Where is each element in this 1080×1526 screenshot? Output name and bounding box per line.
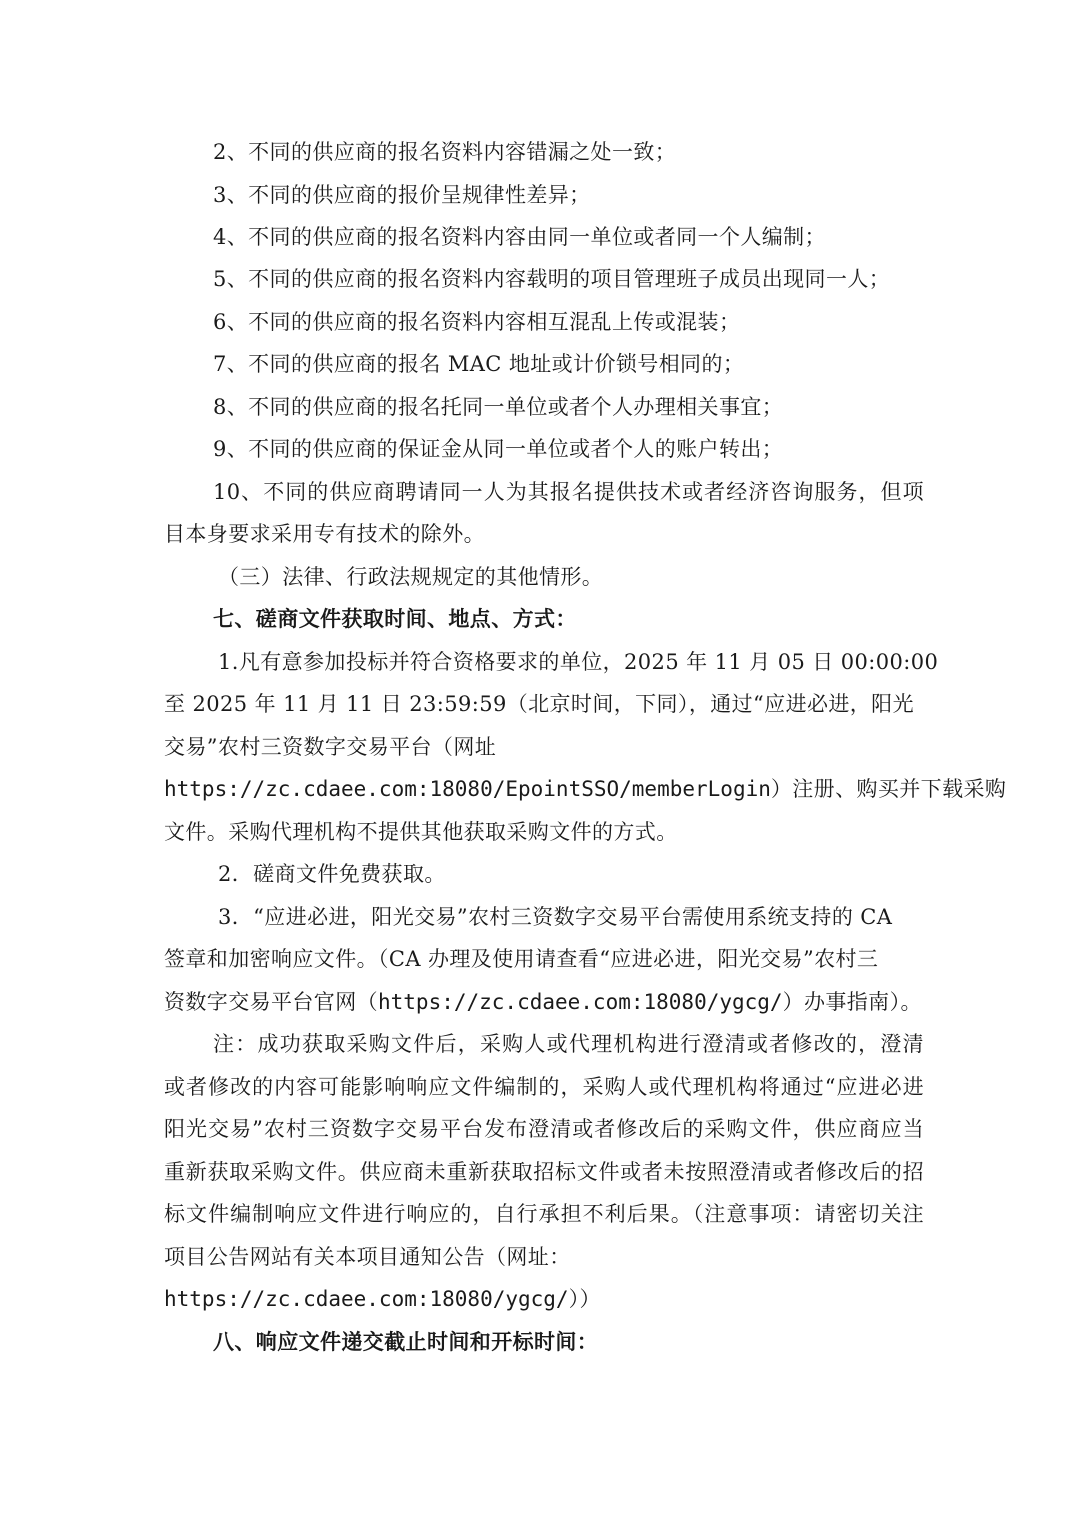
note-line1: 注：成功获取采购文件后，采购人或代理机构进行澄清或者修改的，澄清 <box>213 1032 924 1056</box>
paragraph-1-line1: 1.凡有意参加投标并符合资格要求的单位，2025 年 11 月 05 日 00:00:00 <box>218 650 939 674</box>
list-item-7: 7、不同的供应商的报名 MAC 地址或计价锁号相同的； <box>213 352 745 376</box>
section-7-heading: 七、磋商文件获取时间、地点、方式： <box>213 606 577 631</box>
member-login-url[interactable]: https://zc.cdaee.com:18080/EpointSSO/memberLogin <box>164 777 771 801</box>
list-item-9: 9、不同的供应商的保证金从同一单位或者个人的账户转出； <box>213 437 784 461</box>
list-item-5: 5、不同的供应商的报名资料内容载明的项目管理班子成员出现同一人； <box>213 267 891 291</box>
paragraph-3-line3-tail: ）办事指南）。 <box>782 990 922 1014</box>
paragraph-1-line2: 至 2025 年 11 月 11 日 23:59:59（北京时间，下同），通过“应进必进，阳光 <box>164 692 914 716</box>
official-site-url[interactable]: https://zc.cdaee.com:18080/ygcg/ <box>378 990 783 1014</box>
paragraph-3-line1: 3．“应进必进，阳光交易”农村三资数字交易平台需使用系统支持的 CA <box>218 905 893 929</box>
paragraph-1-line3: 交易”农村三资数字交易平台（网址 <box>164 735 497 759</box>
paragraph-3-line3-head: 资数字交易平台官网（ <box>164 990 378 1014</box>
list-item-6: 6、不同的供应商的报名资料内容相互混乱上传或混装； <box>213 310 741 334</box>
item-three: （三）法律、行政法规规定的其他情形。 <box>218 565 604 589</box>
list-item-10-line1: 10、不同的供应商聘请同一人为其报名提供技术或者经济咨询服务，但项 <box>213 480 924 504</box>
list-item-8: 8、不同的供应商的报名托同一单位或者个人办理相关事宜； <box>213 395 784 419</box>
paragraph-2: 2．磋商文件免费获取。 <box>218 862 446 886</box>
note-line3: 阳光交易”农村三资数字交易平台发布澄清或者修改后的采购文件，供应商应当 <box>164 1117 924 1141</box>
note-line6: 项目公告网站有关本项目通知公告（网址： <box>164 1245 571 1269</box>
paragraph-3-line2: 签章和加密响应文件。（CA 办理及使用请查看“应进必进，阳光交易”农村三 <box>164 947 879 971</box>
note-line2: 或者修改的内容可能影响响应文件编制的，采购人或代理机构将通过“应进必进 <box>164 1075 924 1099</box>
paragraph-1-line4-tail: ）注册、购买并下载采购 <box>770 777 1007 801</box>
note-line5: 标文件编制响应文件进行响应的，自行承担不利后果。（注意事项：请密切关注 <box>164 1202 924 1226</box>
paragraph-1-line4 <box>164 774 1007 804</box>
list-item-10-line2: 目本身要求采用专有技术的除外。 <box>164 522 485 546</box>
paragraph-1-line5: 文件。采购代理机构不提供其他获取采购文件的方式。 <box>164 820 678 844</box>
note-line4: 重新获取采购文件。供应商未重新获取招标文件或者未按照澄清或者修改后的招 <box>164 1160 924 1184</box>
paragraph-3-line3 <box>164 987 924 1017</box>
list-item-2: 2、不同的供应商的报名资料内容错漏之处一致； <box>213 140 677 164</box>
note-line7 <box>164 1284 924 1314</box>
section-8-heading: 八、响应文件递交截止时间和开标时间： <box>213 1329 599 1354</box>
list-item-4: 4、不同的供应商的报名资料内容由同一单位或者同一个人编制； <box>213 225 826 249</box>
list-item-3: 3、不同的供应商的报价呈规律性差异； <box>213 183 591 207</box>
note-line7-tail: ）） <box>568 1287 601 1311</box>
notice-site-url[interactable]: https://zc.cdaee.com:18080/ygcg/ <box>164 1287 569 1311</box>
